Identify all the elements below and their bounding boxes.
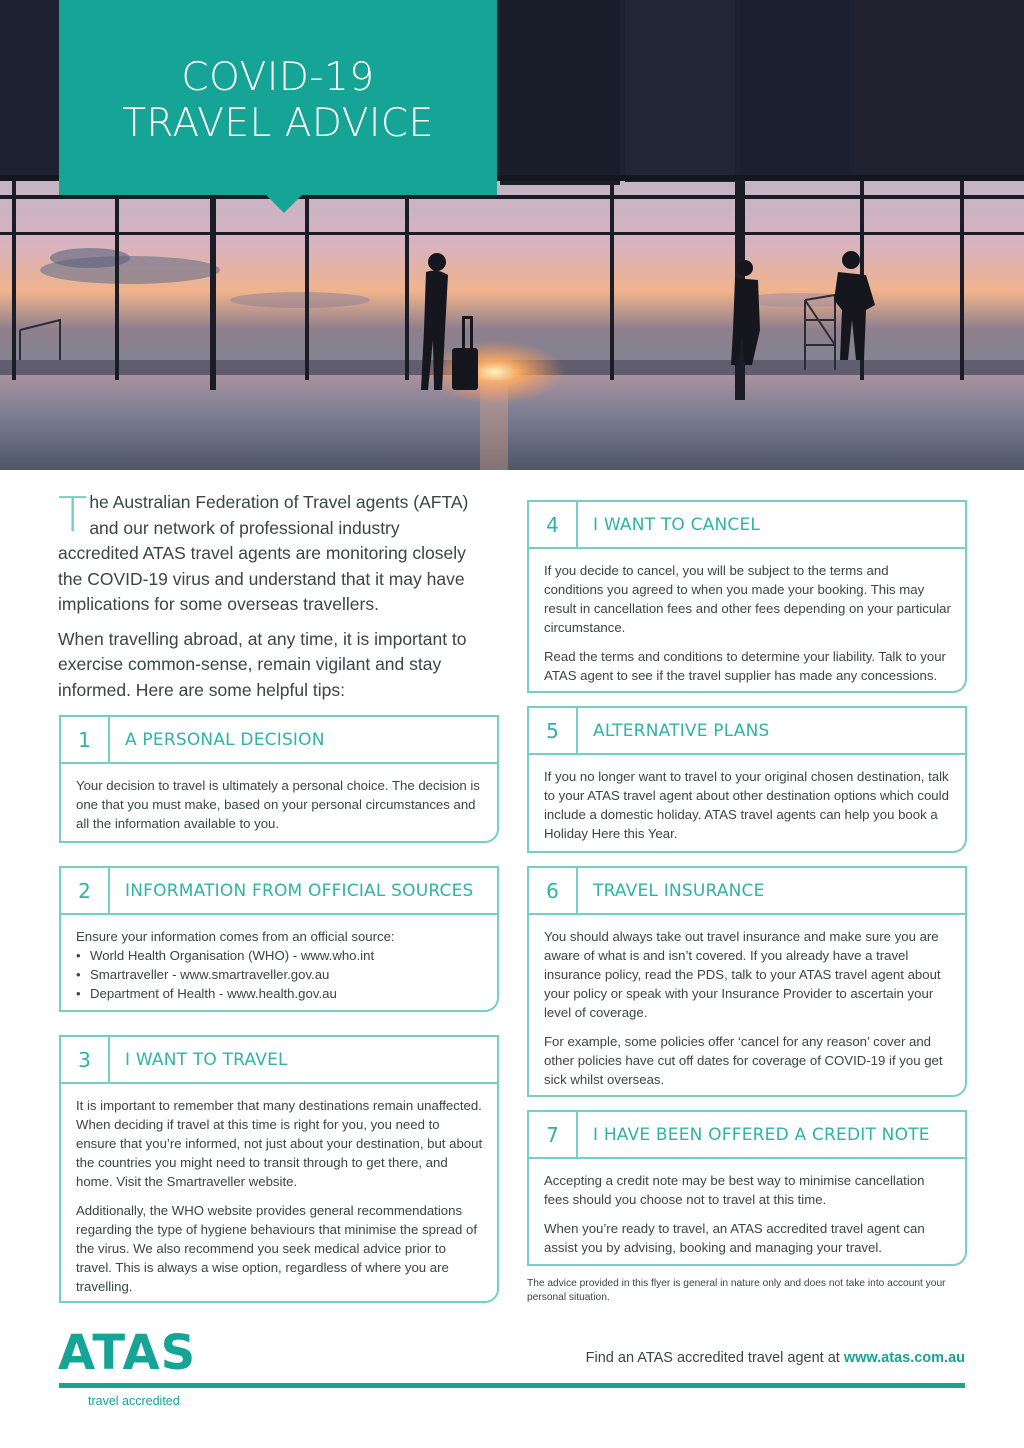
card-body xyxy=(61,764,497,845)
intro-paragraph-2: When travelling abroad, at any time, it is important to exercise common-sense, remain vigilant and stay informed. Here are some helpful tips: xyxy=(58,628,467,700)
card-paragraph: If you decide to cancel, you will be subject to the terms and conditions you agreed to when you made your booking. This may result in cancellation fees and other fees depending on your particular circumstance. xyxy=(544,563,951,635)
logo-wordmark: ATAS xyxy=(58,1325,197,1381)
hero-image xyxy=(0,0,1024,470)
title-banner xyxy=(59,0,497,195)
title-pointer xyxy=(266,195,302,213)
card-title: I HAVE BEEN OFFERED A CREDIT NOTE xyxy=(593,1124,930,1145)
card-body xyxy=(529,915,965,1101)
card-header xyxy=(529,502,965,549)
atas-logo xyxy=(58,1325,197,1410)
card-intro: Ensure your information comes from an official source: xyxy=(76,929,395,944)
footer-website-link[interactable]: www.atas.com.au xyxy=(843,1350,965,1366)
footer-cta xyxy=(500,1350,965,1366)
intro-paragraph-1-text: he Australian Federation of Travel agents (AFTA) and our network of professional industry accredited ATAS travel agents are monitoring closely the COVID-19 virus and understand that it may have implications for some overseas travellers. xyxy=(58,492,469,614)
tip-card-alternative-plans xyxy=(527,706,967,853)
tip-card-travel-insurance xyxy=(527,866,967,1097)
card-body xyxy=(61,1084,497,1308)
card-paragraph: If you no longer want to travel to your original chosen destination, talk to your ATAS travel agent about other destination options which could include a domestic holiday. ATAS travel agents can help you book a Holiday Here this Year. xyxy=(544,769,949,841)
card-number: 6 xyxy=(529,868,578,913)
card-header xyxy=(61,868,497,915)
card-body xyxy=(61,915,497,1015)
card-header xyxy=(529,708,965,755)
tip-card-credit-note xyxy=(527,1110,967,1266)
card-header xyxy=(529,1112,965,1159)
title-line-1: COVID-19 xyxy=(181,55,375,100)
footer-divider xyxy=(59,1383,965,1388)
card-number: 2 xyxy=(61,868,110,913)
tip-card-official-sources xyxy=(59,866,499,1012)
card-paragraph: Accepting a credit note may be best way to minimise cancellation fees should you choose not to travel at this time. xyxy=(544,1173,925,1207)
card-title: INFORMATION FROM OFFICIAL SOURCES xyxy=(125,880,474,901)
card-header xyxy=(61,717,497,764)
title-line-2: TRAVEL ADVICE xyxy=(122,101,434,146)
source-list xyxy=(76,946,483,1003)
footer-text: Find an ATAS accredited travel agent at xyxy=(585,1350,844,1366)
card-paragraph: Additionally, the WHO website provides general recommendations regarding the type of hygiene behaviours that minimise the spread of the virus. We also recommend you seek medical advice prior to travel. This is always a wise option, regardless of where you are travelling. xyxy=(76,1203,477,1294)
drop-cap: T xyxy=(58,487,88,543)
card-title: TRAVEL INSURANCE xyxy=(593,880,765,901)
list-item: • Smartraveller - www.smartraveller.gov.au xyxy=(76,965,483,984)
card-paragraph: It is important to remember that many destinations remain unaffected. When deciding if travel at this time is right for you, you need to ensure that you’re informed, not just about your destination, but about the countries you might need to transit through to get there, and home. Visit the Smartraveller website. xyxy=(76,1098,483,1189)
tip-card-want-to-cancel xyxy=(527,500,967,693)
card-paragraph: When you’re ready to travel, an ATAS accredited travel agent can assist you by advising, booking and managing your travel. xyxy=(544,1221,925,1255)
card-paragraph: Your decision to travel is ultimately a personal choice. The decision is one that you must make, based on your personal circumstances and all the information available to you. xyxy=(76,778,480,831)
card-title: I WANT TO CANCEL xyxy=(593,514,761,535)
intro-paragraph-1 xyxy=(58,487,483,618)
card-body xyxy=(529,755,965,855)
disclaimer-text: The advice provided in this flyer is general in nature only and does not take into account your personal situation. xyxy=(527,1278,946,1303)
page-title xyxy=(59,55,497,147)
card-number: 3 xyxy=(61,1037,110,1082)
card-paragraph: For example, some policies offer ‘cancel for any reason’ cover and other policies have cut off dates for coverage of COVID-19 if you get sick whilst overseas. xyxy=(544,1034,943,1087)
list-item: • World Health Organisation (WHO) - www.who.int xyxy=(76,946,483,965)
card-title: I WANT TO TRAVEL xyxy=(125,1049,288,1070)
card-body xyxy=(529,1159,965,1269)
card-title: ALTERNATIVE PLANS xyxy=(593,720,770,741)
list-item: • Department of Health - www.health.gov.au xyxy=(76,984,483,1003)
card-number: 5 xyxy=(529,708,578,753)
card-header xyxy=(529,868,965,915)
tip-card-want-to-travel xyxy=(59,1035,499,1303)
logo-tagline: travel accredited xyxy=(88,1394,180,1408)
card-header xyxy=(61,1037,497,1084)
card-title: A PERSONAL DECISION xyxy=(125,729,325,750)
card-paragraph: Read the terms and conditions to determine your liability. Talk to your ATAS agent to see if the travel supplier has made any concessions. xyxy=(544,649,946,683)
card-number: 7 xyxy=(529,1112,578,1157)
card-paragraph: You should always take out travel insurance and make sure you are aware of what is and isn’t covered. If you already have a travel insurance policy, read the PDS, talk to your ATAS travel agent about your policy or speak with your Insurance Provider to ascertain your level of coverage. xyxy=(544,929,941,1020)
intro-text xyxy=(58,487,483,712)
tip-card-personal-decision xyxy=(59,715,499,843)
card-number: 1 xyxy=(61,717,110,762)
card-number: 4 xyxy=(529,502,578,547)
card-body xyxy=(529,549,965,697)
